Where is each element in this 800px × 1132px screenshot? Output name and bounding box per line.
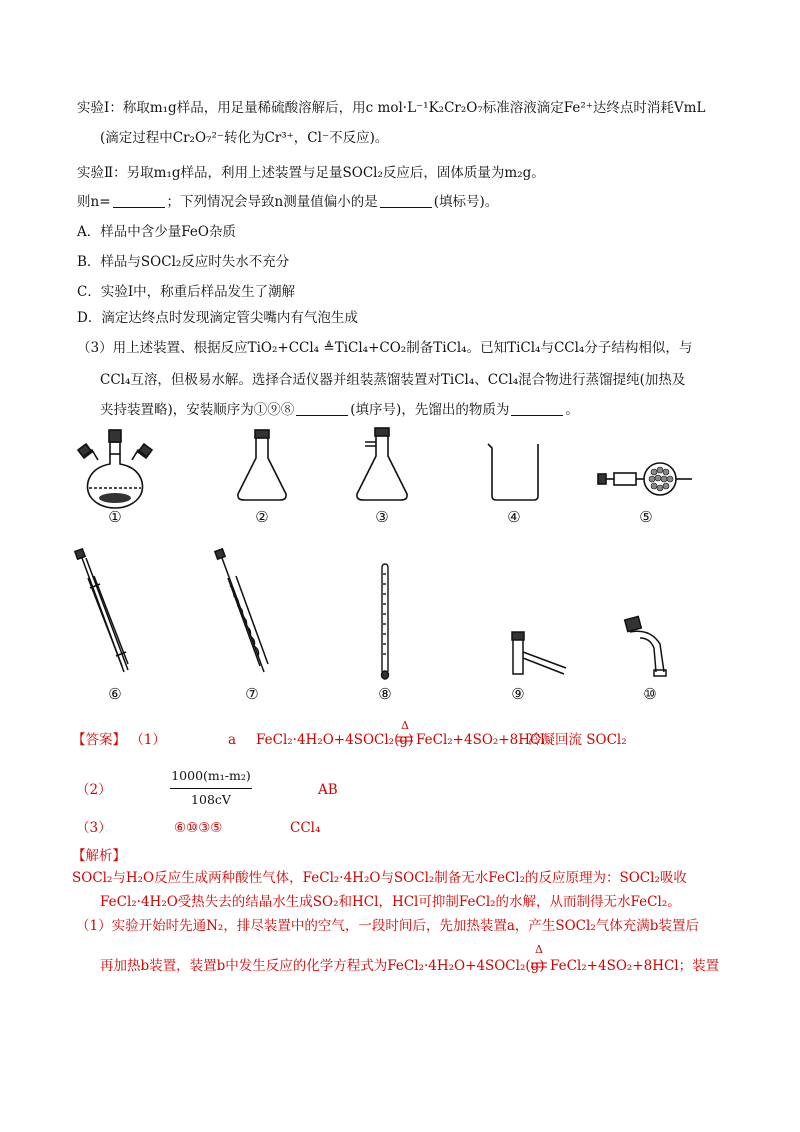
conical-flask-icon — [232, 428, 292, 503]
question-line — [77, 192, 800, 212]
apparatus-label-7: ⑦ — [245, 685, 259, 703]
answer-p2-num: （2） — [76, 782, 112, 798]
equals-sign-icon — [396, 735, 414, 743]
q3-line3 — [100, 400, 800, 420]
answer-p3-num: （3） — [76, 820, 112, 836]
answer-p1-c: 冷凝回流 SOCl₂ — [528, 732, 627, 748]
option-b: B．样品与SOCl₂反应时失水不充分 — [77, 254, 290, 270]
answer-p1-num: （1） — [130, 732, 166, 748]
q3-line3a: 夹持装置略)，安装顺序为①⑨⑧ — [100, 402, 295, 418]
exp1-line1: 实验Ⅰ：称取m₁g样品，用足量稀硫酸溶解后，用c mol·L⁻¹K₂Cr₂O₇标准溶液滴定Fe²⁺达终点时消耗VmL — [77, 100, 706, 116]
answer-blank-distillate — [511, 401, 563, 416]
thermometer-icon — [378, 562, 392, 682]
analysis-line4-delta: Δ — [535, 943, 543, 956]
answer-p2-b: AB — [318, 782, 338, 798]
answer-p3-b: CCl₄ — [290, 820, 321, 836]
apparatus-label-3: ③ — [375, 508, 389, 526]
question-prefix: 则n= — [77, 194, 111, 210]
option-d: D．滴定达终点时发现滴定管尖嘴内有气泡生成 — [77, 310, 358, 326]
analysis-line1: SOCl₂与H₂O反应生成两种酸性气体，FeCl₂·4H₂O与SOCl₂制备无水FeCl₂的反应原理为：SOCl₂吸收 — [72, 870, 687, 886]
q3-line3c: 。 — [565, 402, 579, 418]
answer-blank-options — [380, 193, 432, 208]
adapter-icon — [620, 614, 680, 680]
apparatus-label-1: ① — [108, 508, 122, 526]
q3-line2: CCl₄互溶，但极易水解。选择合适仪器并组装蒸馏装置对TiCl₄、CCl₄混合物进行蒸馏提纯(加热及 — [100, 372, 686, 388]
q3-line1: （3）用上述装置、根据反应TiO₂+CCl₄ ≜TiCl₄+CO₂制备TiCl₄。已知TiCl₄与CCl₄分子结构相似，与 — [77, 340, 693, 356]
question-suffix: (填标号)。 — [433, 194, 499, 210]
three-neck-flask-icon — [70, 428, 160, 513]
answer-blank-n — [113, 193, 165, 208]
apparatus-label-8: ⑧ — [378, 685, 392, 703]
answer-p1-eq-left: FeCl₂·4H₂O+4SOCl₂(g) — [256, 732, 414, 748]
answer-p2-denominator: 108cV — [191, 792, 231, 807]
answer-p2-numerator: 1000(m₁-m₂) — [171, 768, 251, 783]
straight-condenser-icon — [70, 548, 140, 678]
drying-tube-icon — [596, 460, 696, 500]
analysis-line3: （1）实验开始时先通N₂，排尽装置中的空气，一段时间后，先加热装置a，产生SOCl₂气体充满b装置后 — [76, 918, 699, 934]
apparatus-label-5: ⑤ — [639, 508, 653, 526]
apparatus-label-10: ⑩ — [643, 685, 657, 703]
answer-p1-a: a — [228, 732, 237, 748]
option-a: A．样品中含少量FeO杂质 — [77, 224, 236, 240]
answer-p1-delta: Δ — [401, 719, 409, 732]
exp1-line2: (滴定过程中Cr₂O₇²⁻转化为Cr³⁺，Cl⁻不反应)。 — [100, 130, 389, 146]
apparatus-label-4: ④ — [507, 508, 521, 526]
question-middle: ；下列情况会导致n测量值偏小的是 — [166, 194, 378, 210]
option-c: C．实验Ⅰ中，称重后样品发生了潮解 — [77, 284, 296, 300]
answer-blank-order — [296, 401, 348, 416]
answer-p1-eq-right: FeCl₂+4SO₂+8HCl — [416, 732, 545, 748]
fraction-bar — [170, 788, 252, 789]
exp2-line: 实验Ⅱ：另取m₁g样品，利用上述装置与足量SOCl₂反应后，固体质量为m₂g。 — [77, 165, 545, 181]
answer-tag: 【答案】 — [72, 732, 126, 748]
distillation-head-icon — [500, 630, 570, 680]
beaker-icon — [484, 440, 544, 502]
apparatus-label-9: ⑨ — [511, 685, 525, 703]
apparatus-label-2: ② — [255, 508, 269, 526]
answer-p3-a: ⑥⑩③⑤ — [174, 820, 223, 836]
suction-flask-icon — [347, 426, 417, 504]
bulb-condenser-icon — [210, 548, 280, 678]
q3-line3b: (填序号)，先馏出的物质为 — [350, 402, 510, 418]
equals-sign-icon — [530, 961, 548, 969]
analysis-line2: FeCl₂·4H₂O受热失去的结晶水生成SO₂和HCl，HCl可抑制FeCl₂的水解，从而制得无水FeCl₂。 — [100, 894, 681, 910]
analysis-tag: 【解析】 — [72, 848, 126, 864]
analysis-line4-right: FeCl₂+4SO₂+8HCl；装置 — [550, 958, 720, 974]
analysis-line4-left: 再加热b装置，装置b中发生反应的化学方程式为FeCl₂·4H₂O+4SOCl₂(g) — [100, 958, 545, 974]
apparatus-label-6: ⑥ — [108, 685, 122, 703]
